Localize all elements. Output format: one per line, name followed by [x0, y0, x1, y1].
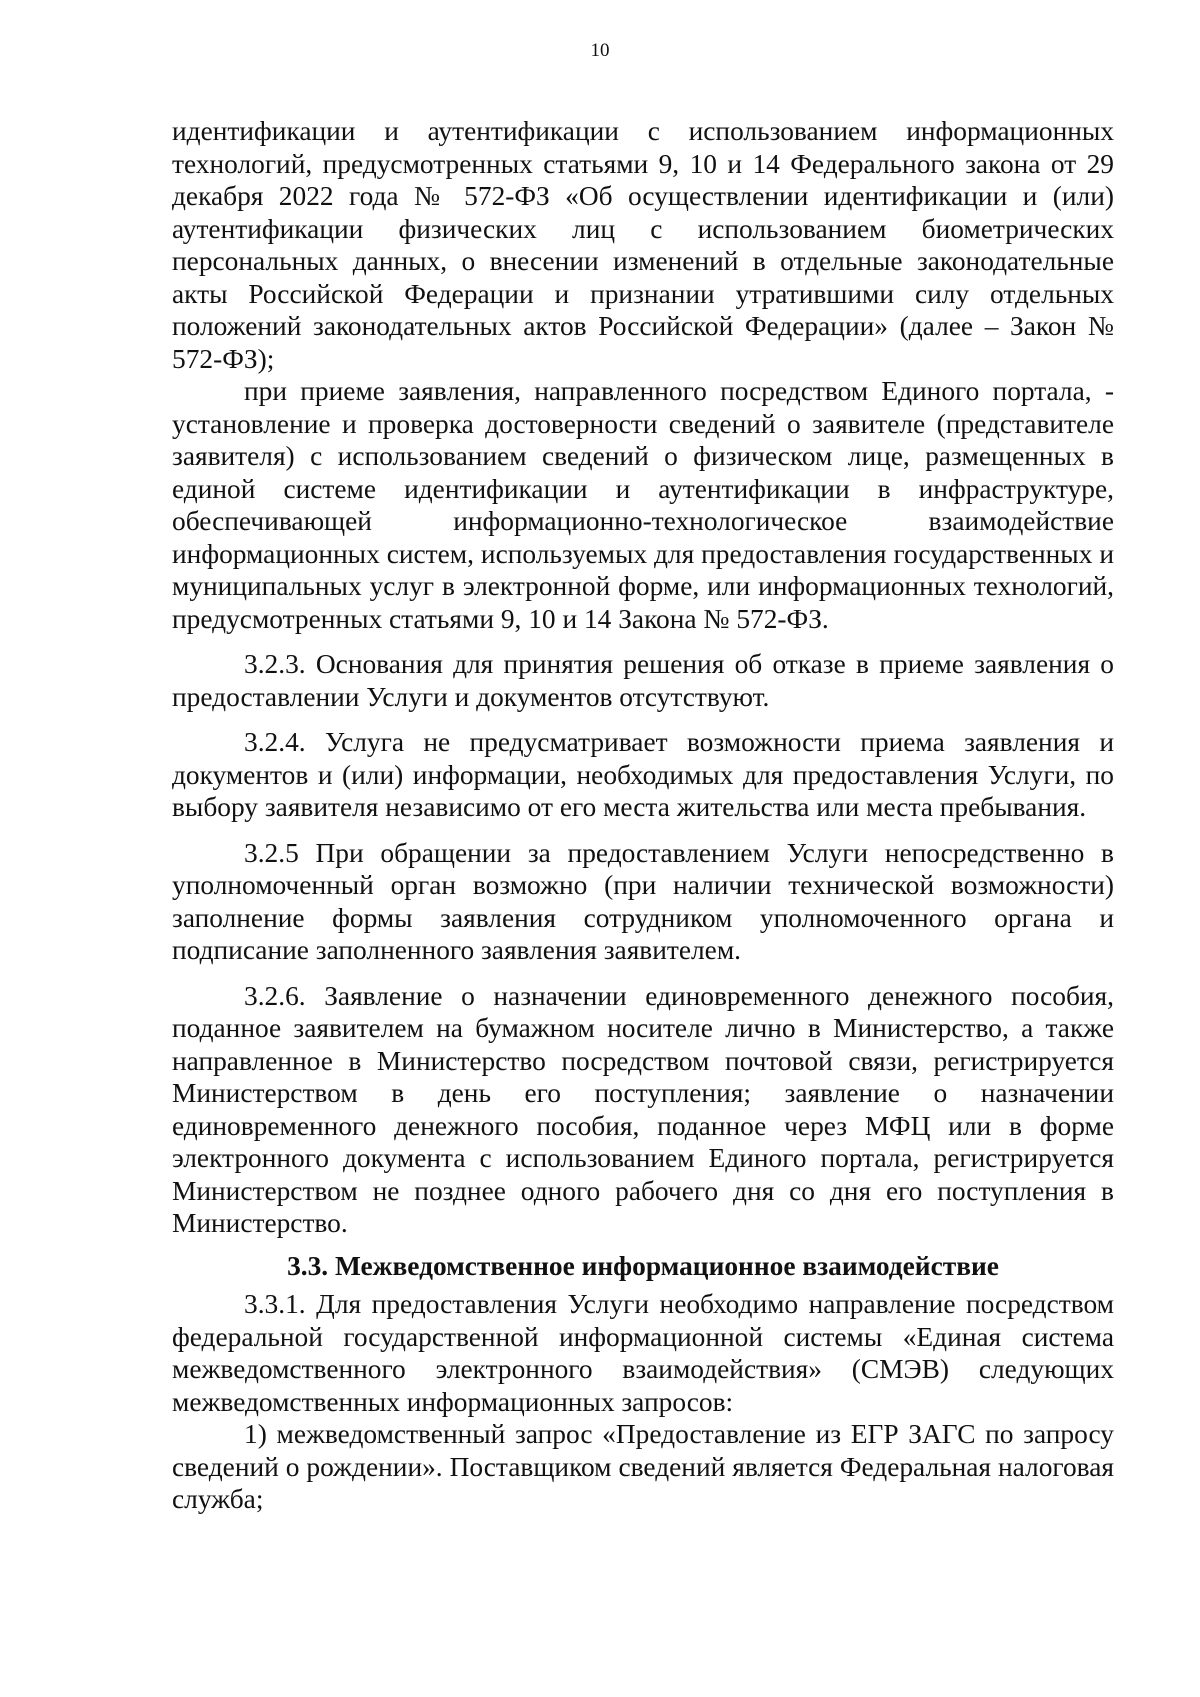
page-number: 10 [590, 40, 610, 61]
paragraph-request-1: 1) межведомственный запрос «Предоставление из ЕГР ЗАГС по запросу сведений о рождении». Поставщиком сведений является Федеральная налоговая служба; [172, 1419, 1114, 1514]
document-body [172, 115, 1114, 1516]
paragraph-3-2-5: 3.2.5 При обращении за предоставлением Услуги непосредственно в уполномоченный орган возможно (при наличии технической возможности) заполнение формы заявления сотрудником уполномоченного органа и подписание заполненного заявления заявителем. [172, 837, 1114, 965]
paragraph-identification-continued: идентификации и аутентификации с использованием информационных технологий, предусмотренных статьями 9, 10 и 14 Федерального закона от 29 декабря 2022 года № 572-ФЗ «Об осуществлении идентификации и (или) аутентификации физических лиц с использованием биометрических персональных данных, о внесении изменений в отдельные законодательные акты Российской Федерации и признании утратившими силу отдельных положений законодательных актов Российской Федерации» (далее – Закон № 572-ФЗ); [172, 116, 1114, 374]
paragraph-3-3-1: 3.3.1. Для предоставления Услуги необходимо направление посредством федеральной государственной информационной системы «Единая система межведомственного электронного взаимодействия» (СМЭВ) следующих межведомственных информационных запросов: [172, 1289, 1114, 1417]
section-heading-3-3: 3.3. Межведомственное информационное взаимодействие [287, 1250, 999, 1281]
paragraph-3-2-4: 3.2.4. Услуга не предусматривает возможности приема заявления и документов и (или) информации, необходимых для предоставления Услуги, по выбору заявителя независимо от его места жительства или места пребывания. [172, 727, 1114, 822]
paragraph-3-2-3: 3.2.3. Основания для принятия решения об отказе в приеме заявления о предоставлении Услуги и документов отсутствуют. [172, 649, 1114, 712]
paragraph-portal-verification: при приеме заявления, направленного посредством Единого портала, - установление и проверка достоверности сведений о заявителе (представителе заявителя) с использованием сведений о физическом лице, размещенных в единой системе идентификации и аутентификации в инфраструктуре, обеспечивающей информационно-технологическое взаимодействие информационных систем, используемых для предоставления государственных и муниципальных услуг в электронной форме, или информационных технологий, предусмотренных статьями 9, 10 и 14 Закона № 572-ФЗ. [172, 376, 1114, 634]
paragraph-3-2-6: 3.2.6. Заявление о назначении единовременного денежного пособия, поданное заявителем на бумажном носителе лично в Министерство, а также направленное в Министерство посредством почтовой связи, регистрируется Министерством в день его поступления; заявление о назначении единовременного денежного пособия, поданное через МФЦ или в форме электронного документа с использованием Единого портала, регистрируется Министерством не позднее одного рабочего дня со дня его поступления в Министерство. [172, 980, 1114, 1238]
